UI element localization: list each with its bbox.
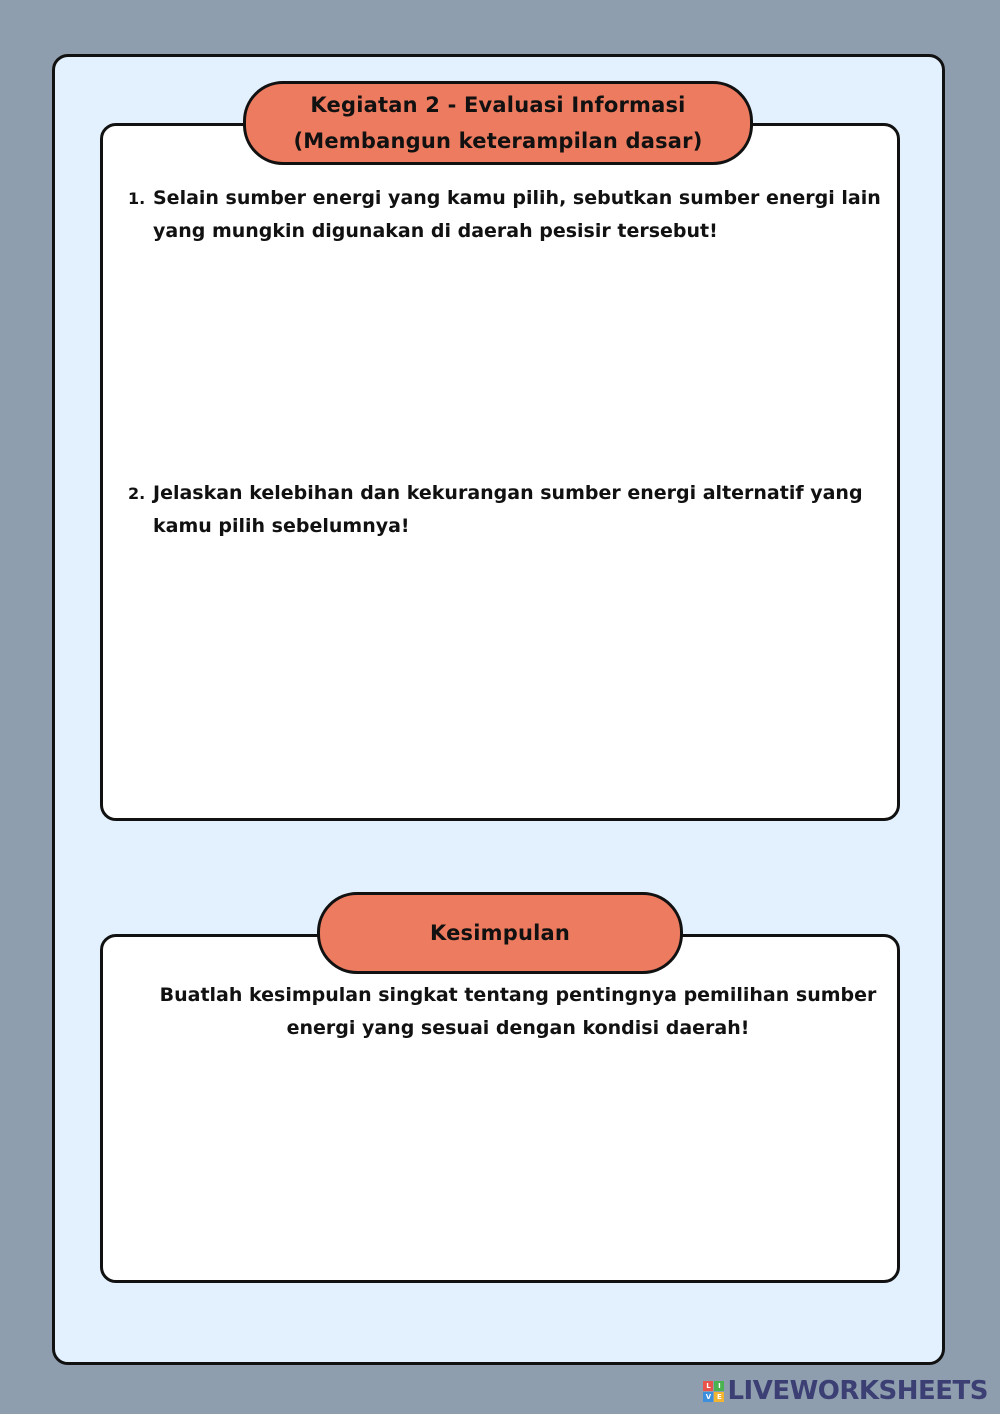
logo-letter-e: E bbox=[714, 1392, 724, 1402]
question-2-text: Jelaskan kelebihan dan kekurangan sumber energi alternatif yang kamu pilih sebelumnya! bbox=[153, 482, 863, 537]
conclusion-title-badge bbox=[317, 892, 683, 974]
liveworksheets-brand-name: LIVEWORKSHEETS bbox=[727, 1376, 988, 1406]
activity-title-line2: (Membangun keterampilan dasar) bbox=[293, 129, 703, 153]
question-2 bbox=[128, 477, 888, 543]
logo-letter-i: I bbox=[714, 1381, 724, 1391]
liveworksheets-logo-icon bbox=[703, 1381, 724, 1402]
conclusion-prompt: Buatlah kesimpulan singkat tentang pentingnya pemilihan sumber energi yang sesuai dengan kondisi daerah! bbox=[159, 984, 877, 1039]
question-1-number: 1. bbox=[128, 189, 146, 208]
question-2-number: 2. bbox=[128, 484, 146, 503]
activity-title-badge bbox=[243, 81, 753, 165]
conclusion-title: Kesimpulan bbox=[429, 921, 571, 945]
logo-letter-v: V bbox=[703, 1392, 713, 1402]
liveworksheets-brand bbox=[703, 1376, 988, 1406]
question-1 bbox=[128, 182, 888, 248]
activity-title-line1: Kegiatan 2 - Evaluasi Informasi bbox=[310, 93, 686, 117]
question-1-text: Selain sumber energi yang kamu pilih, sebutkan sumber energi lain yang mungkin digunakan di daerah pesisir tersebut! bbox=[153, 187, 881, 242]
logo-letter-l: L bbox=[703, 1381, 713, 1391]
